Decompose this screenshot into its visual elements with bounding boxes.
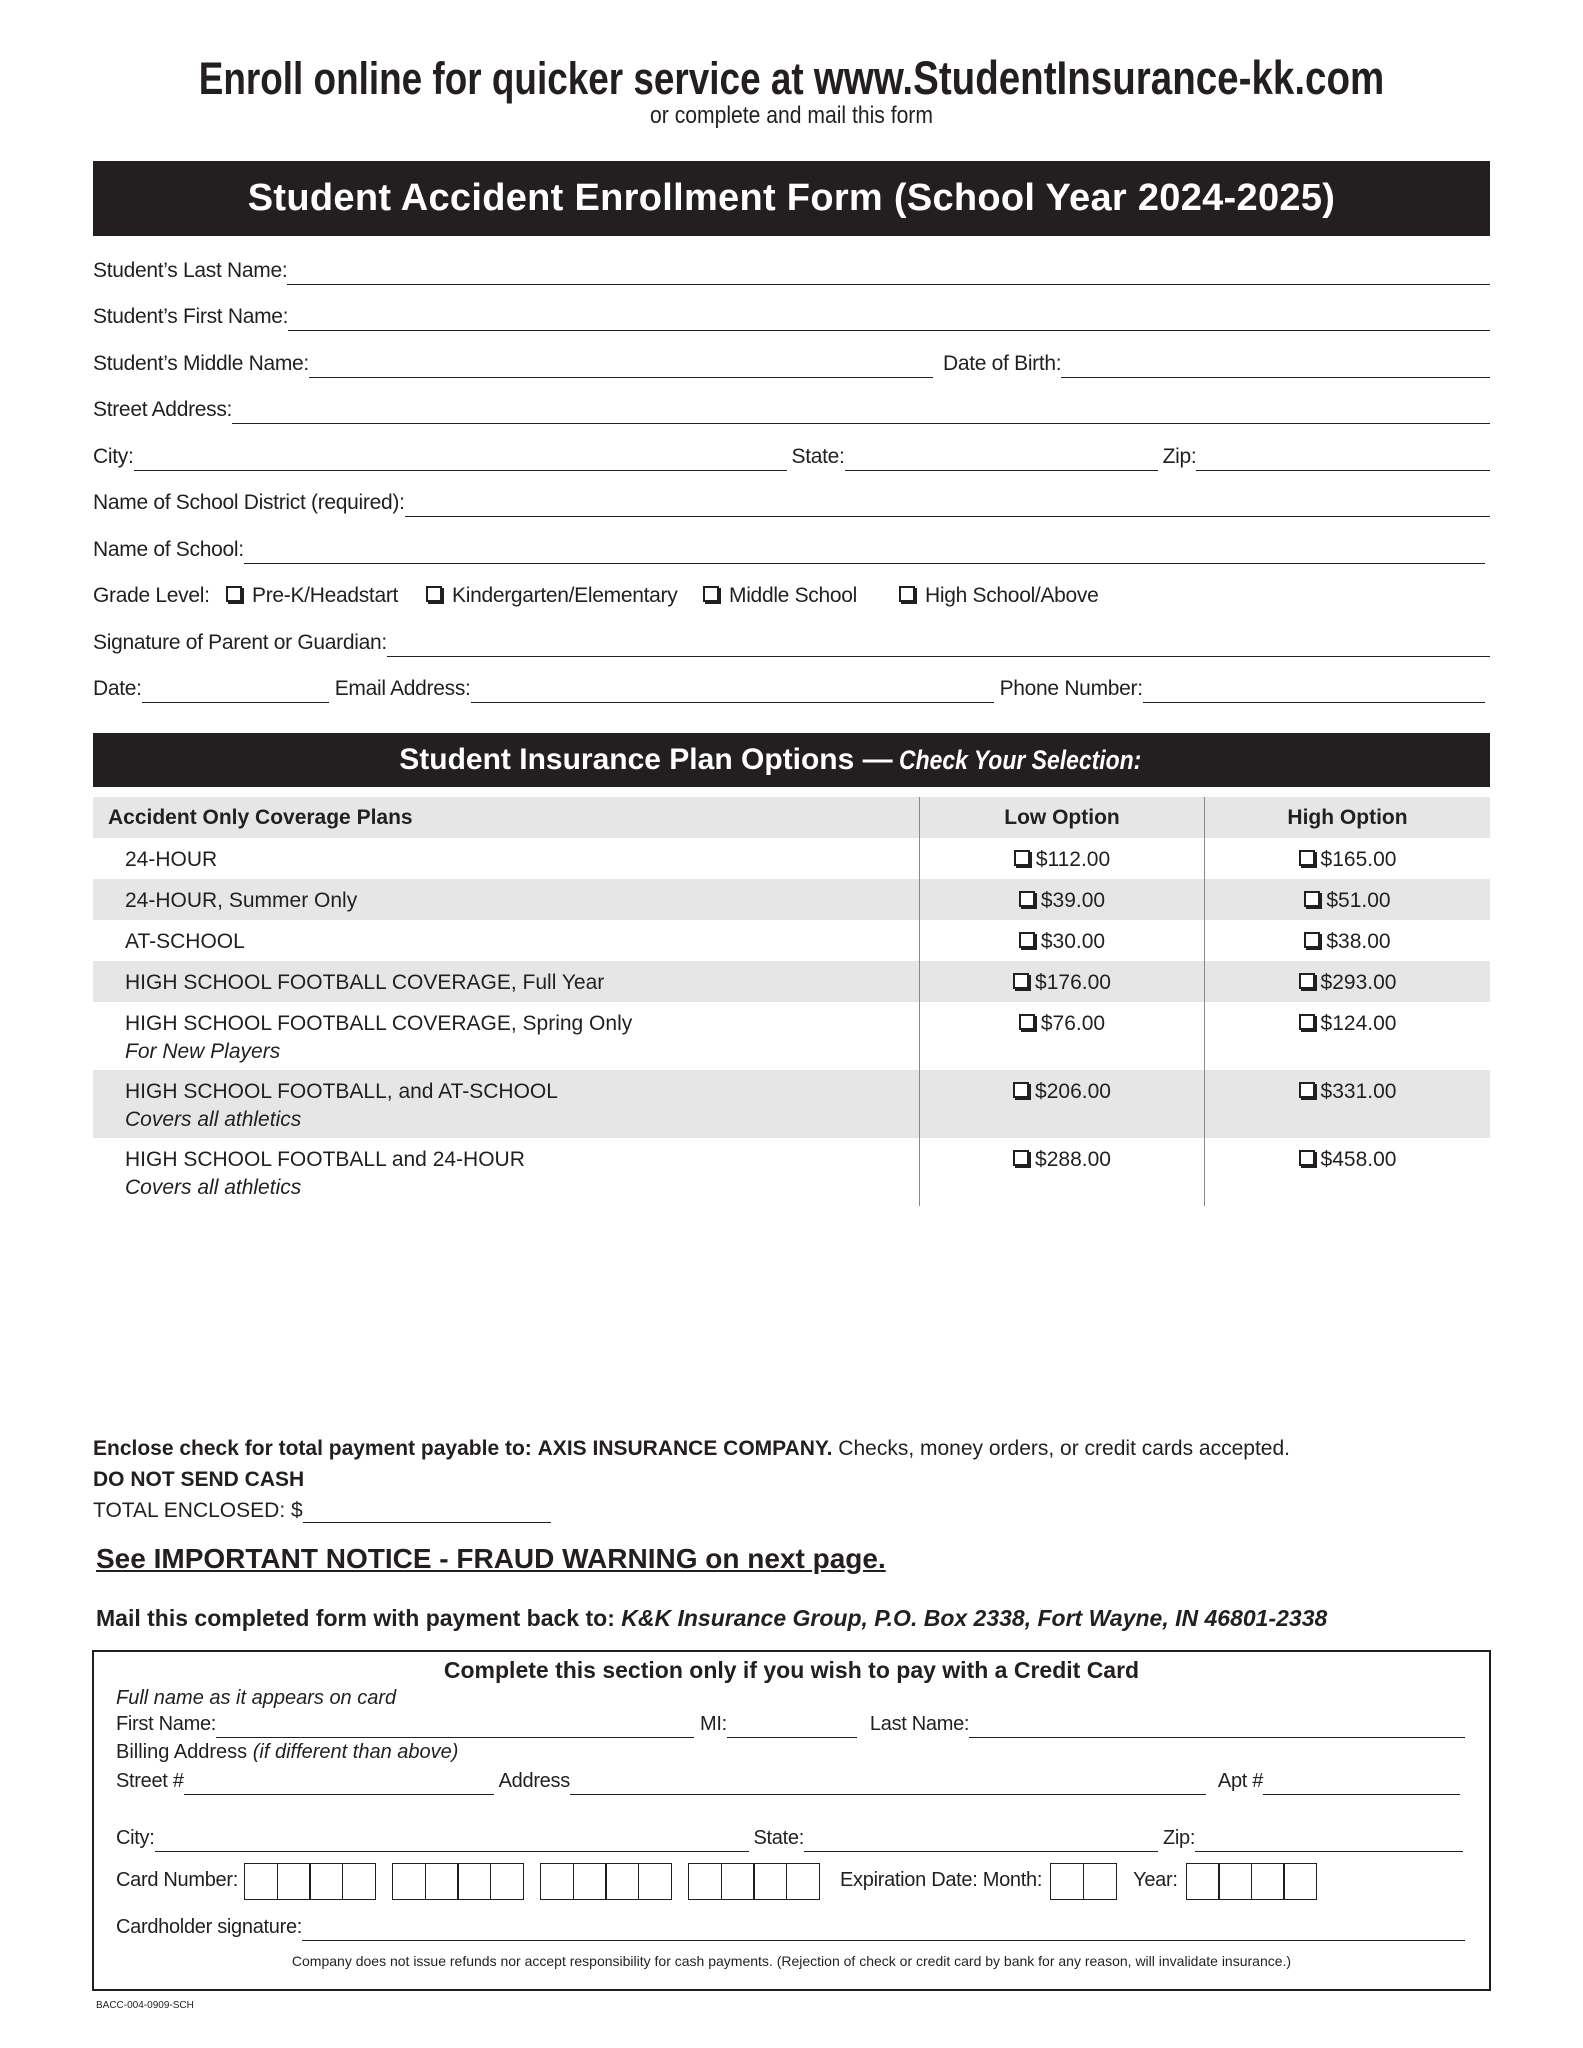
low-option-choice[interactable]: $176.00 bbox=[1013, 971, 1111, 995]
date-field[interactable] bbox=[142, 682, 329, 703]
high-option-choice[interactable]: $165.00 bbox=[1299, 848, 1397, 872]
cc-address-label: Address bbox=[498, 1770, 570, 1792]
cc-last-name-label: Last Name: bbox=[869, 1713, 970, 1735]
refund-disclaimer: Company does not issue refunds nor accept responsibility for cash payments. (Rejection of check or credit card by bank for any reason, will invalidate insurance.) bbox=[291, 1953, 1292, 1969]
card-number-group-1[interactable] bbox=[244, 1863, 374, 1900]
street-field[interactable] bbox=[232, 403, 1490, 424]
plans-title-band bbox=[93, 733, 1490, 787]
email-field[interactable] bbox=[471, 682, 994, 703]
cc-apt-label: Apt # bbox=[1217, 1770, 1264, 1792]
cc-city-row bbox=[116, 1827, 1463, 1852]
cc-street-field[interactable] bbox=[184, 1774, 494, 1795]
cc-mi-field[interactable] bbox=[727, 1717, 857, 1738]
table-row bbox=[93, 838, 1490, 879]
total-enclosed-row bbox=[93, 1499, 551, 1523]
plan-note: Covers all athletics bbox=[125, 1108, 302, 1131]
card-number-row bbox=[116, 1863, 1334, 1900]
checkbox-icon[interactable] bbox=[899, 586, 915, 602]
checkbox-icon[interactable] bbox=[1013, 973, 1029, 989]
high-option-choice[interactable]: $458.00 bbox=[1299, 1148, 1397, 1172]
plan-column-header: Accident Only Coverage Plans bbox=[93, 797, 920, 838]
grade-option-elementary[interactable]: Kindergarten/Elementary bbox=[426, 584, 703, 610]
checkbox-icon[interactable] bbox=[1013, 1082, 1029, 1098]
high-option-choice[interactable]: $293.00 bbox=[1299, 971, 1397, 995]
signature-row bbox=[93, 627, 1490, 657]
cc-first-name-label: First Name: bbox=[116, 1713, 217, 1735]
high-option-header: High Option bbox=[1205, 797, 1491, 838]
checkbox-icon[interactable] bbox=[1014, 850, 1030, 866]
district-field[interactable] bbox=[405, 496, 1490, 517]
phone-label: Phone Number: bbox=[999, 677, 1143, 700]
dob-label: Date of Birth: bbox=[942, 352, 1062, 375]
table-row bbox=[93, 961, 1490, 1002]
checkbox-icon[interactable] bbox=[226, 586, 242, 602]
high-option-choice[interactable]: $331.00 bbox=[1299, 1080, 1397, 1104]
form-title-band bbox=[93, 161, 1490, 236]
low-option-choice[interactable]: $112.00 bbox=[1014, 848, 1110, 872]
checkbox-icon[interactable] bbox=[1019, 1014, 1035, 1030]
mail-instructions bbox=[96, 1605, 1327, 1632]
city-field[interactable] bbox=[134, 450, 787, 471]
no-cash-warning: DO NOT SEND CASH bbox=[93, 1468, 305, 1491]
expiration-month-boxes[interactable] bbox=[1050, 1863, 1115, 1900]
grade-option-high[interactable]: High School/Above bbox=[899, 584, 1099, 610]
grade-level-row bbox=[93, 580, 1490, 610]
cc-zip-field[interactable] bbox=[1195, 1831, 1463, 1852]
cc-street-label: Street # bbox=[116, 1770, 184, 1792]
contact-row bbox=[93, 673, 1485, 703]
checkbox-icon[interactable] bbox=[703, 586, 719, 602]
checkbox-icon[interactable] bbox=[1304, 932, 1320, 948]
plan-name: HIGH SCHOOL FOOTBALL COVERAGE, Spring Only bbox=[125, 1012, 633, 1035]
plan-name: HIGH SCHOOL FOOTBALL and 24-HOUR bbox=[125, 1148, 525, 1171]
checkbox-icon[interactable] bbox=[1019, 932, 1035, 948]
table-row bbox=[93, 1002, 1490, 1070]
first-name-label: Student’s First Name: bbox=[93, 305, 289, 328]
plan-name: HIGH SCHOOL FOOTBALL, and AT-SCHOOL bbox=[125, 1080, 558, 1103]
plan-name: 24-HOUR, Summer Only bbox=[125, 889, 358, 912]
low-option-header: Low Option bbox=[920, 797, 1205, 838]
phone-field[interactable] bbox=[1143, 682, 1485, 703]
checkbox-icon[interactable] bbox=[1299, 1082, 1315, 1098]
cc-zip-label: Zip: bbox=[1162, 1827, 1196, 1849]
signature-field[interactable] bbox=[387, 636, 1490, 657]
plan-name: AT-SCHOOL bbox=[125, 930, 245, 953]
low-option-choice[interactable]: $76.00 bbox=[1019, 1012, 1105, 1036]
cc-city-label: City: bbox=[116, 1827, 155, 1849]
enclose-label: Enclose check for total payment payable to: bbox=[93, 1437, 532, 1460]
zip-label: Zip: bbox=[1162, 445, 1197, 468]
street-row bbox=[93, 394, 1490, 424]
table-row bbox=[93, 920, 1490, 961]
total-field[interactable] bbox=[303, 1502, 551, 1523]
first-name-field[interactable] bbox=[288, 310, 1490, 331]
cc-mi-label: MI: bbox=[700, 1713, 727, 1735]
credit-card-title: Complete this section only if you wish to pay with a Credit Card bbox=[443, 1657, 1140, 1683]
card-number-label: Card Number: bbox=[116, 1869, 238, 1891]
expiration-year-label: Year: bbox=[1133, 1869, 1178, 1891]
middle-name-label: Student’s Middle Name: bbox=[93, 352, 309, 375]
low-option-choice[interactable]: $288.00 bbox=[1013, 1148, 1111, 1172]
billing-address-label: Billing Address (if different than above) bbox=[116, 1741, 459, 1763]
website-link[interactable]: www.StudentInsurance-kk.com bbox=[813, 51, 1385, 104]
card-number-group-2[interactable] bbox=[392, 1863, 522, 1900]
table-row bbox=[93, 1138, 1490, 1206]
school-label: Name of School: bbox=[93, 538, 244, 561]
heading-text: Enroll online for quicker service at bbox=[198, 53, 814, 104]
grade-option-prek[interactable]: Pre-K/Headstart bbox=[226, 584, 426, 610]
form-title: Student Accident Enrollment Form (School Year 2024-2025) bbox=[247, 177, 1336, 219]
dob-field[interactable] bbox=[1061, 357, 1490, 378]
middle-name-row bbox=[93, 348, 1490, 378]
checkbox-icon[interactable] bbox=[1299, 1150, 1315, 1166]
high-option-choice[interactable]: $51.00 bbox=[1304, 889, 1390, 913]
page-heading bbox=[142, 50, 1440, 105]
zip-field[interactable] bbox=[1196, 450, 1490, 471]
cc-first-name-field[interactable] bbox=[216, 1717, 694, 1738]
plan-note: Covers all athletics bbox=[125, 1176, 302, 1199]
school-field[interactable] bbox=[244, 543, 1485, 564]
street-label: Street Address: bbox=[93, 398, 233, 421]
middle-name-field[interactable] bbox=[309, 357, 933, 378]
fraud-notice: See IMPORTANT NOTICE - FRAUD WARNING on next page. bbox=[96, 1543, 886, 1574]
checkbox-icon[interactable] bbox=[1299, 850, 1315, 866]
plan-name: HIGH SCHOOL FOOTBALL COVERAGE, Full Year bbox=[125, 971, 605, 994]
high-option-choice[interactable]: $124.00 bbox=[1299, 1012, 1397, 1036]
signature-label: Signature of Parent or Guardian: bbox=[93, 631, 387, 654]
card-number-group-4[interactable] bbox=[688, 1863, 818, 1900]
checkbox-icon[interactable] bbox=[1299, 973, 1315, 989]
cc-state-field[interactable] bbox=[804, 1831, 1158, 1852]
checkbox-icon[interactable] bbox=[426, 586, 442, 602]
checkbox-icon[interactable] bbox=[1019, 891, 1035, 907]
checkbox-icon[interactable] bbox=[1304, 891, 1320, 907]
plans-table bbox=[93, 797, 1490, 1206]
state-label: State: bbox=[791, 445, 845, 468]
plan-note: For New Players bbox=[125, 1040, 281, 1063]
cc-state-label: State: bbox=[753, 1827, 804, 1849]
last-name-row bbox=[93, 255, 1490, 285]
billing-hint: (if different than above) bbox=[252, 1741, 459, 1763]
table-row bbox=[93, 1070, 1490, 1138]
cc-city-field[interactable] bbox=[155, 1831, 749, 1852]
high-option-choice[interactable]: $38.00 bbox=[1304, 930, 1390, 954]
plans-header-row bbox=[93, 797, 1490, 838]
state-field[interactable] bbox=[845, 450, 1158, 471]
cc-name-row bbox=[116, 1713, 1465, 1738]
low-option-choice[interactable]: $30.00 bbox=[1019, 930, 1105, 954]
page-subheading: or complete and mail this form bbox=[650, 102, 933, 129]
payment-instructions bbox=[93, 1437, 1290, 1461]
table-row bbox=[93, 879, 1490, 920]
checkbox-icon[interactable] bbox=[1013, 1150, 1029, 1166]
first-name-row bbox=[93, 301, 1490, 331]
last-name-field[interactable] bbox=[287, 264, 1490, 285]
date-label: Date: bbox=[93, 677, 142, 700]
checkbox-icon[interactable] bbox=[1299, 1014, 1315, 1030]
expiration-year-boxes[interactable] bbox=[1186, 1863, 1316, 1900]
cc-apt-field[interactable] bbox=[1263, 1774, 1460, 1795]
email-label: Email Address: bbox=[334, 677, 471, 700]
mail-label: Mail this completed form with payment back to: bbox=[96, 1605, 615, 1631]
company-name: AXIS INSURANCE COMPANY. bbox=[537, 1437, 833, 1460]
city-row bbox=[93, 441, 1490, 471]
name-hint: Full name as it appears on card bbox=[116, 1687, 397, 1709]
district-row bbox=[93, 487, 1490, 517]
cardholder-signature-row bbox=[116, 1916, 1465, 1941]
cc-street-row bbox=[116, 1770, 1460, 1795]
total-label: TOTAL ENCLOSED: $ bbox=[93, 1499, 303, 1522]
school-row bbox=[93, 534, 1485, 564]
last-name-label: Student’s Last Name: bbox=[93, 259, 288, 282]
district-label: Name of School District (required): bbox=[93, 491, 405, 514]
cc-address-field[interactable] bbox=[570, 1774, 1206, 1795]
grade-level-label: Grade Level: bbox=[93, 584, 210, 607]
low-option-choice[interactable]: $206.00 bbox=[1013, 1080, 1111, 1104]
card-number-group-3[interactable] bbox=[540, 1863, 670, 1900]
plans-title: Student Insurance Plan Options — bbox=[399, 743, 893, 776]
cc-last-name-field[interactable] bbox=[969, 1717, 1465, 1738]
cardholder-signature-label: Cardholder signature: bbox=[116, 1916, 303, 1938]
plans-subtitle: Check Your Selection: bbox=[898, 744, 1141, 775]
plan-name: 24-HOUR bbox=[125, 848, 218, 871]
accepted-methods: Checks, money orders, or credit cards accepted. bbox=[838, 1437, 1290, 1460]
city-label: City: bbox=[93, 445, 134, 468]
grade-option-middle[interactable]: Middle School bbox=[703, 584, 899, 610]
cardholder-signature-field[interactable] bbox=[302, 1920, 1465, 1941]
form-code: BACC-004-0909-SCH bbox=[96, 2000, 194, 2011]
low-option-choice[interactable]: $39.00 bbox=[1019, 889, 1105, 913]
mail-address: K&K Insurance Group, P.O. Box 2338, Fort Wayne, IN 46801-2338 bbox=[621, 1605, 1328, 1631]
expiration-month-label: Expiration Date: Month: bbox=[840, 1869, 1043, 1891]
